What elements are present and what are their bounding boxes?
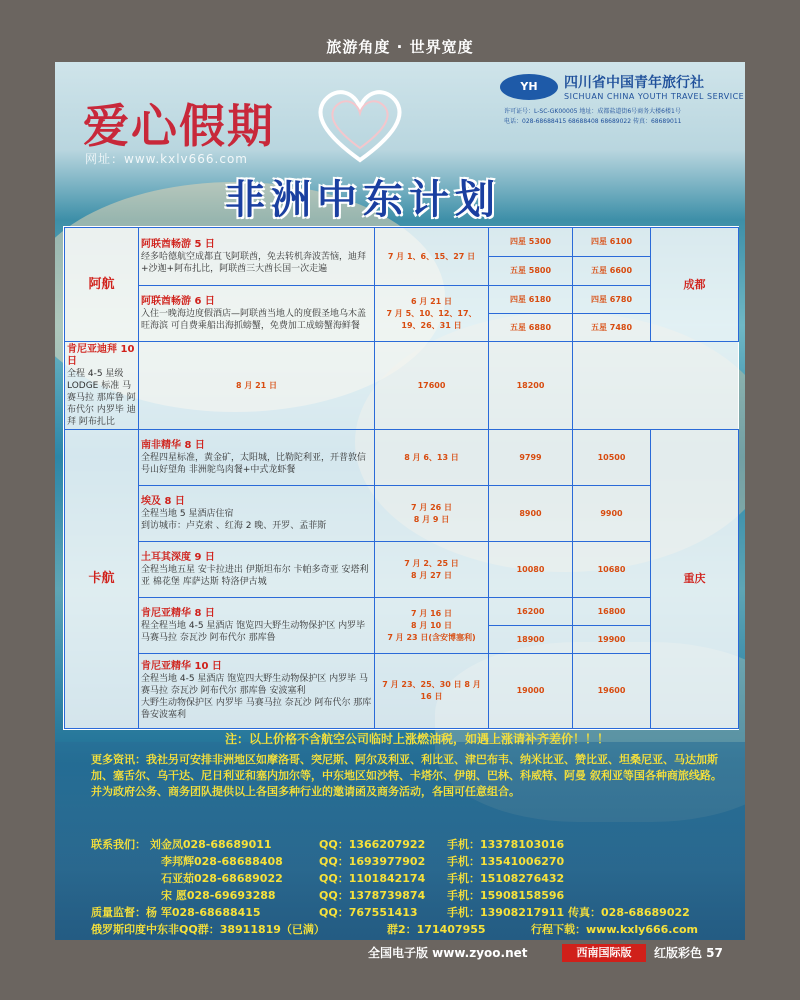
org-logo-block bbox=[500, 70, 745, 130]
tour-name: 肯尼亚精华 10 日 bbox=[141, 661, 222, 673]
contact-qq: QQ：1366207922 bbox=[319, 838, 426, 851]
contact-qq: QQ：1101842174 bbox=[319, 872, 426, 885]
tour-row bbox=[65, 542, 739, 598]
contact-mobile: 手机：13908217911 传真：028-68689022 bbox=[447, 906, 690, 919]
price-tier-2: 四星 6780 bbox=[573, 286, 651, 314]
tour-name: 阿联酋畅游 5 日 bbox=[141, 238, 215, 250]
price-tier-2: 10500 bbox=[573, 430, 651, 486]
tour-name: 南非精华 8 日 bbox=[141, 439, 205, 451]
tour-row bbox=[65, 486, 739, 542]
price-tier-2: 19600 bbox=[573, 654, 651, 729]
contact-name-phone: 质量监督：杨 军028-68688415 bbox=[91, 906, 261, 919]
tour-row bbox=[65, 430, 739, 486]
tour-dates: 7 月 2、25 日 8 月 27 日 bbox=[375, 542, 489, 598]
price-tier-2: 19900 bbox=[573, 626, 651, 654]
contact-mobile: 手机：13378103016 bbox=[447, 838, 565, 851]
contact-qq: QQ：1693977902 bbox=[319, 855, 426, 868]
org-license: 许可证号：L-SC-GK00005 地址：成都盐道街6号商务大楼6楼1号 bbox=[504, 108, 681, 115]
tour-desc: 全程当地 5 星酒店住宿 到访城市：卢克索 、红海 2 晚、开罗、孟菲斯 bbox=[141, 508, 327, 531]
header-slogan: 旅游角度 · 世界宽度 bbox=[326, 38, 474, 56]
tour-row bbox=[65, 342, 739, 430]
price-tier-1: 四星 5300 bbox=[489, 228, 573, 257]
tour-dates: 7 月 16 日 8 月 10 日 7 月 23 日(含安博塞利) bbox=[375, 598, 489, 654]
org-name-en: SICHUAN CHINA YOUTH TRAVEL SERVICE bbox=[564, 92, 745, 101]
contact-qq: QQ：1378739874 bbox=[319, 889, 426, 902]
price-tier-2: 四星 6100 bbox=[573, 228, 651, 257]
price-tier-1: 五星 6880 bbox=[489, 314, 573, 342]
page-headline: 非洲中东计划 bbox=[225, 177, 501, 223]
price-tier-2: 9900 bbox=[573, 486, 651, 542]
price-tier-2: 五星 6600 bbox=[573, 257, 651, 286]
org-logo-icon: YH bbox=[500, 74, 558, 100]
more-info: 更多资讯：我社另可安排非洲地区如摩洛哥、突尼斯、阿尔及利亚、利比亚、津巴布韦、纳米比亚、赞比亚、坦桑尼亚、马达加斯加、塞舌尔、乌干达、尼日利亚和塞内加尔等，中东地区如沙特、卡塔尔、伊朗、巴林、科威特、阿曼 叙利亚等国各种商旅线路。并为政府公务、商务团队提供以上各国多种行业的邀请函及商务活动，各国可任意组合。 bbox=[91, 753, 722, 798]
contact-name-phone: 联系我们： 刘金凤028-68689011 bbox=[91, 838, 272, 851]
advert-page bbox=[55, 62, 745, 940]
price-tier-1: 10080 bbox=[489, 542, 573, 598]
qq-group-2: 群2：171407955 bbox=[387, 923, 486, 936]
price-tier-2: 五星 7480 bbox=[573, 314, 651, 342]
itinerary-download: 行程下载：www.kxly666.com bbox=[531, 923, 698, 936]
contact-row bbox=[91, 836, 741, 853]
price-tier-1: 18900 bbox=[489, 626, 573, 654]
tour-desc: 全程当地五星 安卡拉进出 伊斯坦布尔 卡帕多奇亚 安塔利亚 棉花堡 库萨达斯 特洛伊古城 bbox=[141, 564, 369, 587]
tour-desc: 入住一晚海边度假酒店—阿联酋当地人的度假圣地乌木盖旺海滨 可自费乘船出海抓螃蟹，免费加工成螃蟹海鲜餐 bbox=[141, 308, 367, 331]
price-note: 注：以上价格不含航空公司临时上涨燃油税，如遇上涨请补齐差价！！！ bbox=[225, 732, 610, 746]
heart-icon bbox=[305, 80, 415, 170]
contact-mobile: 手机：15108276432 bbox=[447, 872, 565, 885]
contact-qq: QQ：767551413 bbox=[319, 906, 418, 919]
tour-desc: 程全程当地 4-5 星酒店 饱览四大野生动物保护区 内罗毕 马赛马拉 奈瓦沙 阿布代尔 那库鲁 bbox=[141, 620, 366, 643]
footer-page: 红版彩色 57 bbox=[654, 946, 723, 960]
departure-city: 重庆 bbox=[651, 430, 739, 729]
tour-dates: 7 月 1、6、15、27 日 bbox=[375, 228, 489, 286]
price-tier-1: 五星 5800 bbox=[489, 257, 573, 286]
tour-row bbox=[65, 228, 739, 257]
contact-row bbox=[91, 870, 741, 887]
price-tier-1: 16200 bbox=[489, 598, 573, 626]
contact-list bbox=[91, 836, 741, 938]
org-name-cn: 四川省中国青年旅行社 bbox=[564, 75, 704, 91]
tour-dates: 7 月 26 日 8 月 9 日 bbox=[375, 486, 489, 542]
contact-mobile: 手机：15908158596 bbox=[447, 889, 565, 902]
price-tier-1: 19000 bbox=[489, 654, 573, 729]
page-footer bbox=[0, 944, 800, 966]
tour-dates: 8 月 21 日 bbox=[139, 342, 375, 430]
tour-name: 肯尼亚迪拜 10 日 bbox=[67, 343, 135, 367]
price-tier-1: 9799 bbox=[489, 430, 573, 486]
price-tier-2: 18200 bbox=[489, 342, 573, 430]
qq-group: 俄罗斯印度中东非QQ群：38911819（已满） bbox=[91, 923, 325, 936]
footer-site: 全国电子版 www.zyoo.net bbox=[368, 946, 528, 960]
tour-dates: 7 月 23、25、30 日 8 月 16 日 bbox=[375, 654, 489, 729]
airline-label: 阿航 bbox=[65, 228, 139, 342]
contact-row bbox=[91, 921, 741, 938]
price-tier-1: 8900 bbox=[489, 486, 573, 542]
tour-row bbox=[65, 286, 739, 314]
price-tier-2: 10680 bbox=[573, 542, 651, 598]
contact-name-phone: 李邦辉028-68688408 bbox=[161, 855, 283, 868]
contact-name-phone: 宋 愿028-69693288 bbox=[161, 889, 276, 902]
price-tier-1: 四星 6180 bbox=[489, 286, 573, 314]
org-contact: 电话：028-68688415 68688408 68689022 传真：68689011 bbox=[504, 118, 682, 125]
price-tier-1: 17600 bbox=[375, 342, 489, 430]
tour-desc: 全程当地 4-5 星酒店 饱览四大野生动物保护区 内罗毕 马赛马拉 奈瓦沙 阿布代尔 那库鲁 安波塞利 大野生动物保护区 内罗毕 马赛马拉 奈瓦沙 阿布代尔 那库鲁安波塞利 bbox=[141, 674, 372, 721]
tour-table bbox=[63, 226, 739, 730]
tour-name: 肯尼亚精华 8 日 bbox=[141, 607, 215, 619]
contact-name-phone: 石亚茹028-68689022 bbox=[161, 872, 283, 885]
tour-name: 土耳其深度 9 日 bbox=[141, 551, 215, 563]
tour-name: 埃及 8 日 bbox=[141, 495, 185, 507]
price-tier-2: 16800 bbox=[573, 598, 651, 626]
tour-row bbox=[65, 654, 739, 729]
contact-row bbox=[91, 904, 741, 921]
tour-desc: 经多哈德航空成都直飞阿联酋，免去转机奔波苦恼，迪拜+沙迦+阿布扎比，阿联酋三大酋长国一次走遍 bbox=[141, 251, 367, 274]
brand-title: 爱心假期 bbox=[83, 99, 275, 153]
contact-mobile: 手机：13541006270 bbox=[447, 855, 565, 868]
footer-badge: 西南国际版 bbox=[562, 944, 646, 962]
departure-city: 成都 bbox=[651, 228, 739, 342]
tour-desc: 全程四星标准，黄金矿，太阳城，比勒陀利亚，开普敦信号山好望角 非洲鸵鸟肉餐+中式龙虾餐 bbox=[141, 452, 367, 475]
tour-name: 阿联酋畅游 6 日 bbox=[141, 295, 215, 307]
tour-dates: 6 月 21 日 7 月 5、10、12、17、19、26、31 日 bbox=[375, 286, 489, 342]
tour-desc: 全程 4-5 星级 LODGE 标准 马赛马拉 那库鲁 阿布代尔 内罗毕 迪拜 阿布扎比 bbox=[67, 368, 136, 427]
contact-row bbox=[91, 853, 741, 870]
tour-dates: 8 月 6、13 日 bbox=[375, 430, 489, 486]
tour-row bbox=[65, 598, 739, 626]
airline-label: 卡航 bbox=[65, 430, 139, 729]
website-watermark: 网址：www.kxlv666.com bbox=[85, 152, 248, 166]
contact-row bbox=[91, 887, 741, 904]
